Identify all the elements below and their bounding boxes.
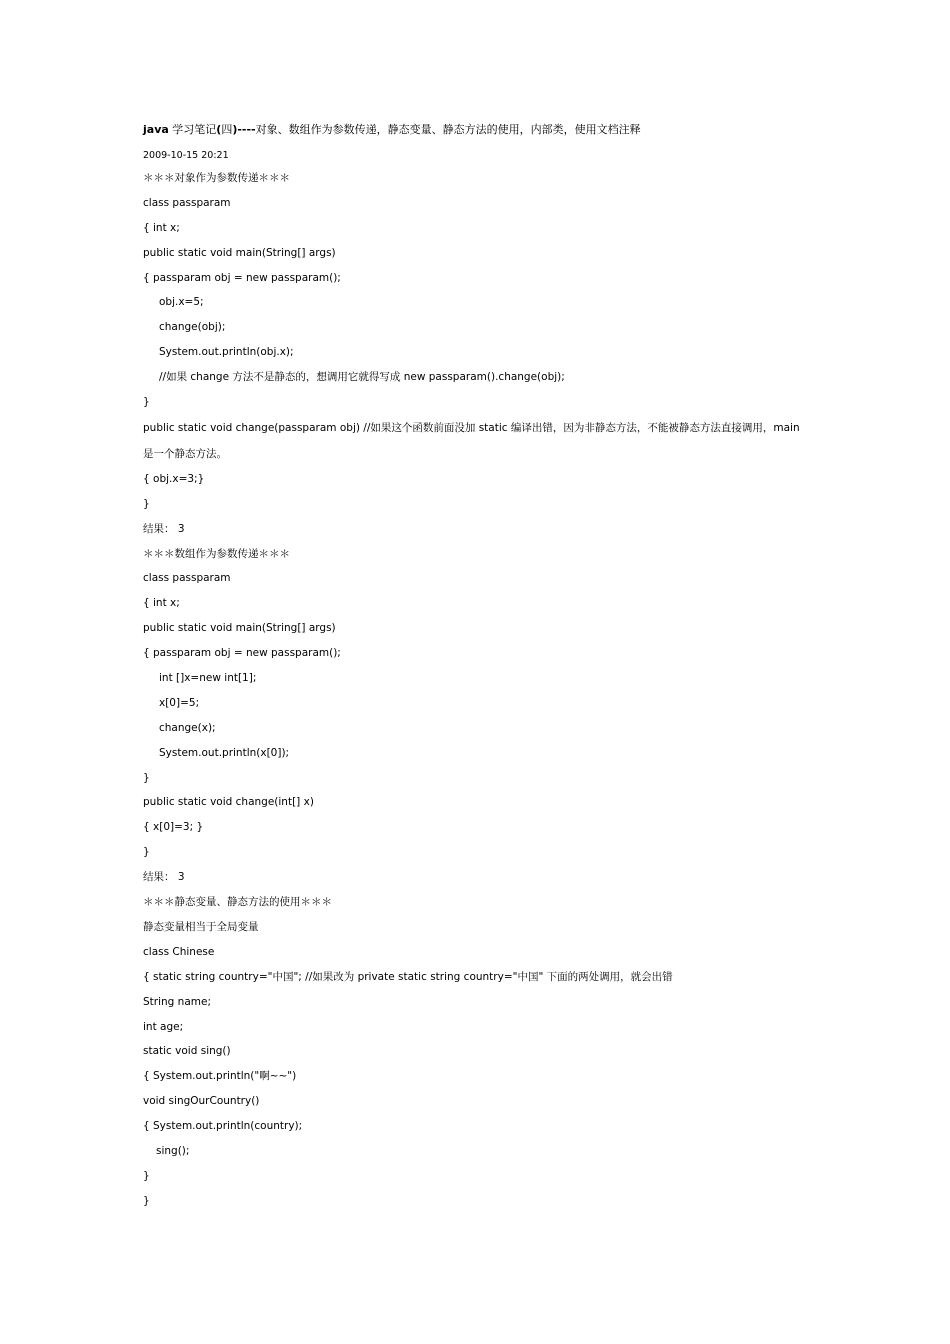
title-rest: 对象、数组作为参数传递，静态变量、静态方法的使用，内部类，使用文档注释	[255, 123, 641, 136]
text-line: { int x;	[143, 221, 180, 234]
title-mid: 学习笔记	[168, 123, 217, 136]
title-mid2: 四	[221, 123, 233, 136]
text-line: change(obj);	[159, 321, 226, 334]
text-line: { obj.x=3;}	[143, 472, 205, 485]
text-line: class passparam	[143, 196, 231, 209]
title-bold-dashes: )----	[232, 123, 256, 136]
text-line: class passparam	[143, 572, 231, 585]
text-line: { int x;	[143, 597, 180, 610]
text-line: //如果 change 方法不是静态的，想调用它就得写成 new passparam().change(obj);	[159, 371, 565, 384]
text-line: public static void change(int[] x)	[143, 796, 314, 809]
text-line: public static void main(String[] args)	[143, 622, 336, 635]
text-line: ＊＊＊数组作为参数传递＊＊＊	[143, 547, 290, 560]
text-line: static void sing()	[143, 1045, 231, 1058]
text-line: public static void main(String[] args)	[143, 246, 336, 259]
document-title	[143, 120, 823, 140]
text-line: 结果： 3	[143, 522, 185, 535]
text-line: System.out.println(obj.x);	[159, 346, 294, 359]
post-date: 2009-10-15 20:21	[143, 150, 229, 161]
text-line: }	[143, 771, 150, 784]
text-line: x[0]=5;	[159, 696, 200, 709]
text-line: }	[143, 1194, 150, 1207]
text-line: }	[143, 497, 150, 510]
title-bold-paren: (	[216, 123, 222, 136]
text-line: int age;	[143, 1020, 184, 1033]
text-line: { passparam obj = new passparam();	[143, 271, 341, 284]
text-line: }	[143, 1169, 150, 1182]
text-line: obj.x=5;	[159, 296, 204, 309]
text-line: { x[0]=3; }	[143, 821, 204, 834]
text-line: ＊＊＊静态变量、静态方法的使用＊＊＊	[143, 896, 332, 909]
text-line: { passparam obj = new passparam();	[143, 647, 341, 660]
text-line: void singOurCountry()	[143, 1095, 260, 1108]
text-line: System.out.println(x[0]);	[159, 746, 290, 759]
text-line: { static string country="中国"; //如果改为 private static string country="中国" 下面的两处调用，就会出错	[143, 970, 673, 983]
document-page	[143, 120, 823, 1214]
title-bold-java: java	[143, 123, 169, 136]
text-line: public static void change(passparam obj) //如果这个函数前面没加 static 编译出错，因为非静态方法，不能被静态方法直接调用，main 是一个静态方法。	[143, 421, 800, 460]
text-line: 结果： 3	[143, 871, 185, 884]
text-line: 静态变量相当于全局变量	[143, 920, 259, 933]
document-body	[143, 166, 823, 1214]
text-line: }	[143, 396, 150, 409]
text-line: change(x);	[159, 721, 216, 734]
text-line: class Chinese	[143, 945, 215, 958]
text-line: sing();	[156, 1144, 190, 1157]
text-line: }	[143, 846, 150, 859]
text-line: { System.out.println(country);	[143, 1120, 303, 1133]
text-line: ＊＊＊对象作为参数传递＊＊＊	[143, 172, 290, 184]
text-line: int []x=new int[1];	[159, 672, 257, 685]
text-line: { System.out.println("啊~~")	[143, 1070, 297, 1083]
text-line: String name;	[143, 995, 211, 1008]
